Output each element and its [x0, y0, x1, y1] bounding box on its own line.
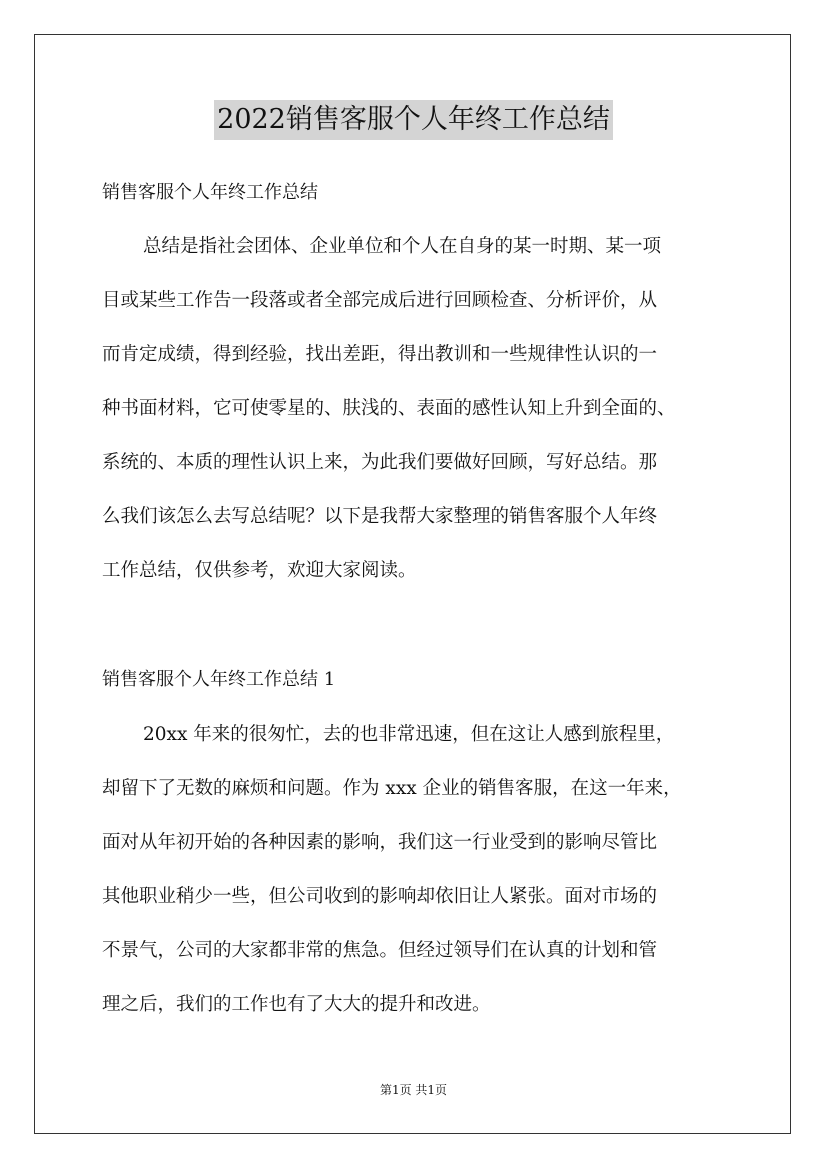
title-container — [0, 100, 827, 140]
section-1-heading: 销售客服个人年终工作总结 1 — [102, 669, 336, 690]
paragraph-line: 系统的、本质的理性认识上来，为此我们要做好回顾，写好总结。那 — [102, 452, 658, 473]
paragraph-line: 种书面材料，它可使零星的、肤浅的、表面的感性认知上升到全面的、 — [102, 398, 676, 419]
document-title: 2022销售客服个人年终工作总结 — [214, 100, 613, 140]
paragraph-line: 么我们该怎么去写总结呢？以下是我帮大家整理的销售客服个人年终 — [102, 506, 658, 527]
paragraph-line: 面对从年初开始的各种因素的影响，我们这一行业受到的影响尽管比 — [102, 832, 658, 853]
paragraph-line: 却留下了无数的麻烦和问题。作为 xxx 企业的销售客服，在这一年来， — [102, 778, 682, 799]
paragraph-line: 不景气，公司的大家都非常的焦急。但经过领导们在认真的计划和管 — [102, 940, 658, 961]
paragraph-line: 而肯定成绩，得到经验，找出差距，得出教训和一些规律性认识的一 — [102, 344, 658, 365]
paragraph-line: 其他职业稍少一些，但公司收到的影响却依旧让人紧张。面对市场的 — [102, 886, 658, 907]
paragraph-line: 目或某些工作告一段落或者全部完成后进行回顾检查、分析评价，从 — [102, 290, 658, 311]
paragraph-line: 20xx 年来的很匆忙，去的也非常迅速，但在这让人感到旅程里， — [143, 724, 675, 745]
intro-paragraph — [102, 220, 742, 598]
intro-heading: 销售客服个人年终工作总结 — [102, 182, 318, 203]
section-1-paragraph — [102, 708, 742, 1032]
page-footer: 第1页 共1页 — [379, 1083, 448, 1097]
paragraph-line: 总结是指社会团体、企业单位和个人在自身的某一时期、某一项 — [143, 236, 662, 257]
paragraph-line: 理之后，我们的工作也有了大大的提升和改进。 — [102, 994, 491, 1015]
paragraph-line: 工作总结，仅供参考，欢迎大家阅读。 — [102, 560, 417, 581]
